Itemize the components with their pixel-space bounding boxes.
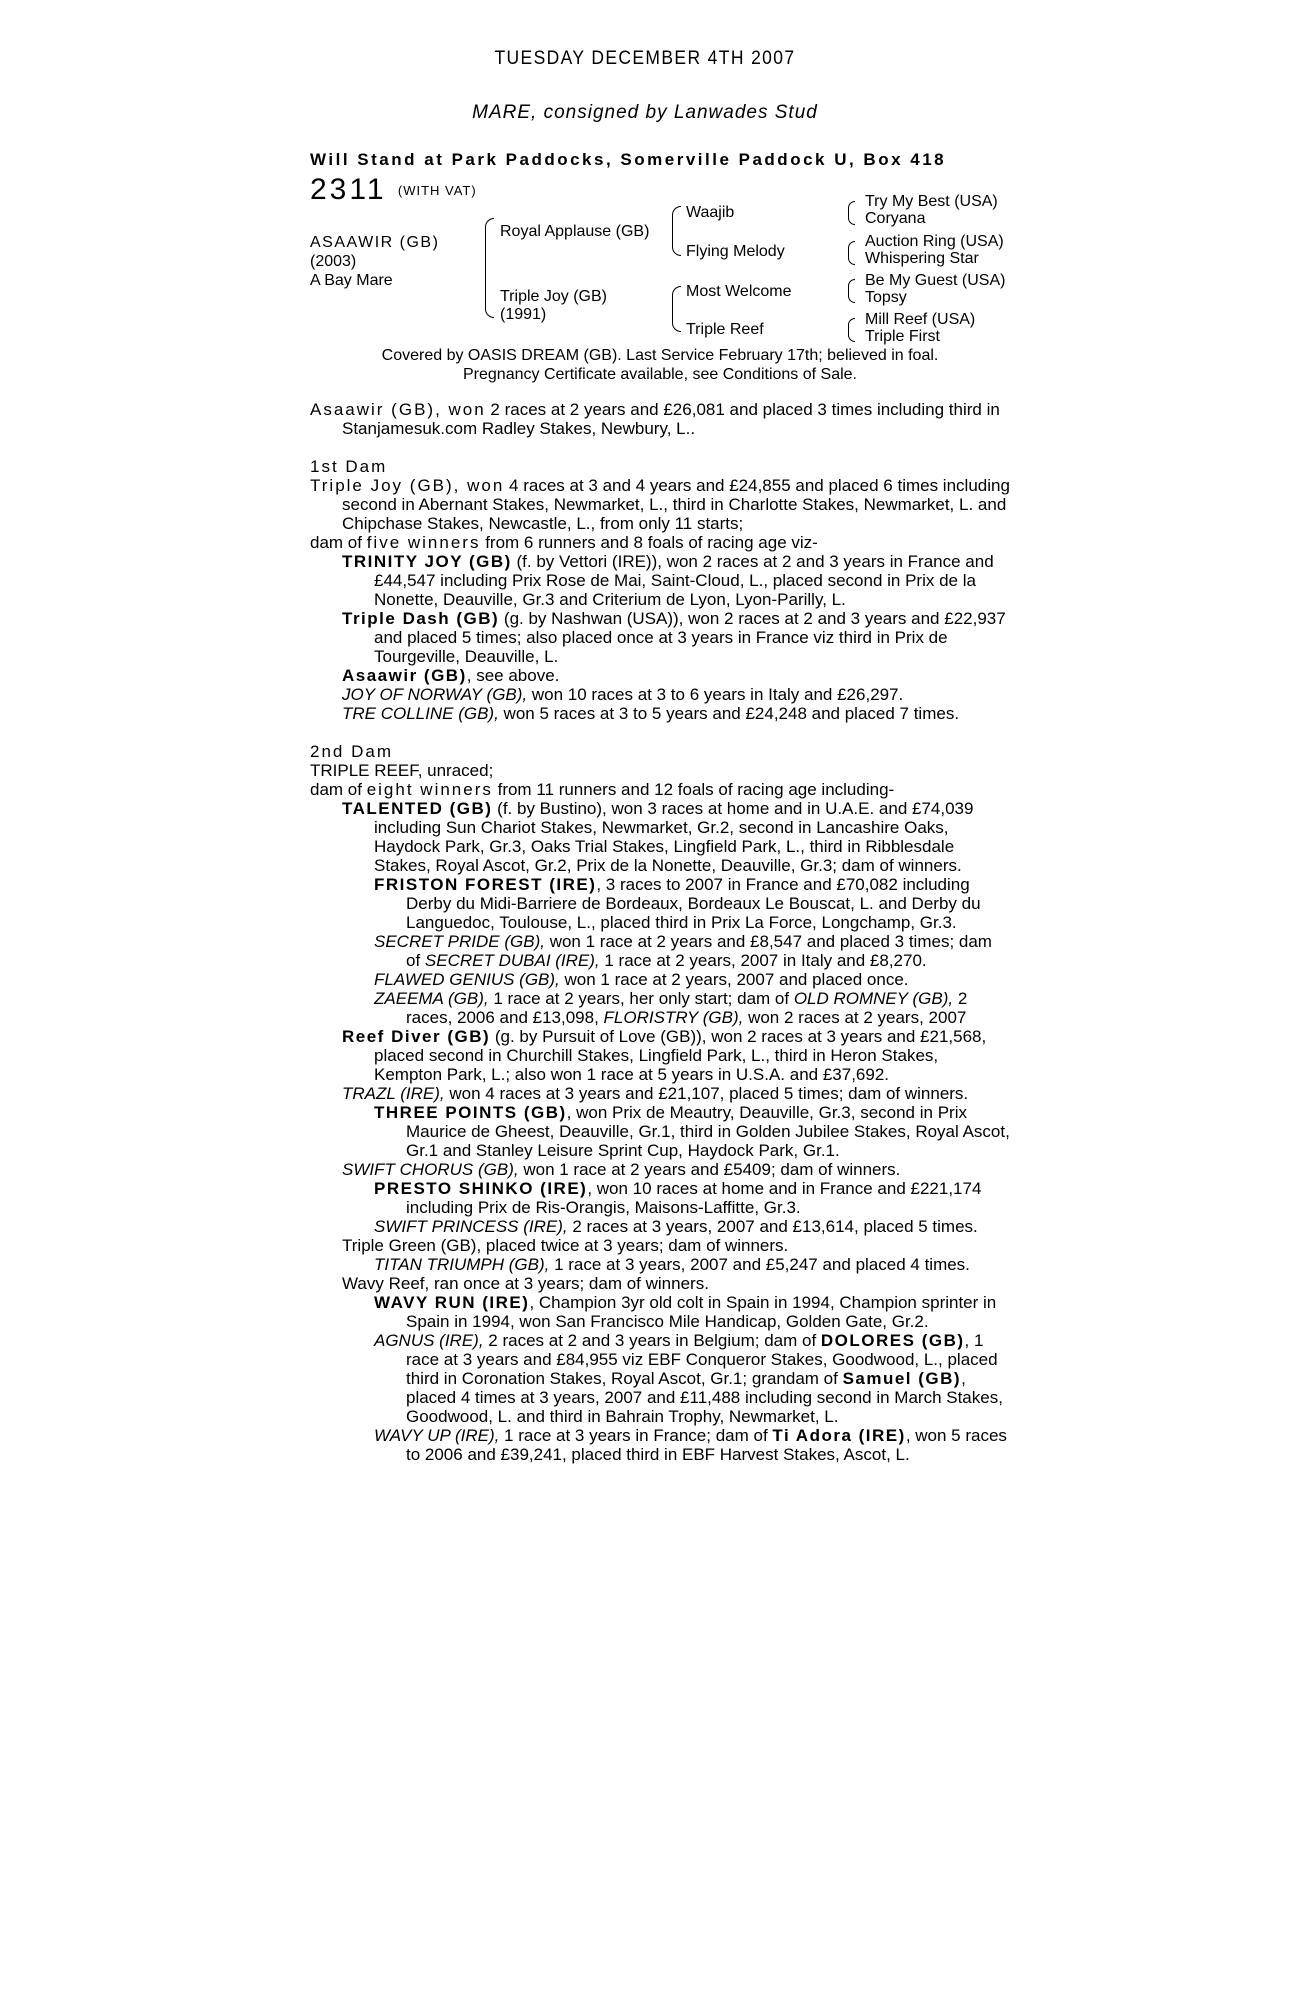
- stand-location: Will Stand at Park Paddocks, Somerville Paddock U, Box 418: [310, 150, 947, 169]
- progeny-text: 2 races at 3 years, 2007 and £13,614, placed 5 times.: [567, 1217, 978, 1236]
- second-dam-produce: [310, 780, 1010, 799]
- horse-description: A Bay Mare: [310, 272, 393, 289]
- friston-entry: [310, 875, 1010, 932]
- flawed-genius-entry: [310, 970, 1010, 989]
- horse-info: [310, 233, 439, 290]
- pedigree-table: [310, 171, 1010, 345]
- first-dam-heading: 1st Dam: [310, 457, 388, 476]
- swift-princess-entry: [310, 1217, 1010, 1236]
- wavy-up-entry: [310, 1426, 1010, 1464]
- agnus-entry: [310, 1331, 1010, 1426]
- progeny-name: WAVY UP (IRE),: [374, 1426, 500, 1445]
- progeny-name: Ti Adora (IRE): [772, 1426, 906, 1445]
- progeny-text: 1 race at 2 years, her only start; dam of: [488, 989, 794, 1008]
- progeny-text: won 5 races at 3 to 5 years and £24,248 and placed 7 times.: [498, 704, 960, 723]
- secret-pride-entry: [310, 932, 1010, 970]
- dam-dam: Triple Reef: [686, 321, 764, 338]
- lot-entry: [310, 150, 1010, 1464]
- progeny-text: won 10 races at 3 to 6 years in Italy and £26,297.: [527, 685, 904, 704]
- progeny-text: 2 races, 2006 and £13,098,: [406, 989, 968, 1027]
- progeny-name: TRAZL (IRE),: [342, 1084, 445, 1103]
- trazl-entry: [310, 1084, 1010, 1103]
- lot-number-value: 2311: [310, 173, 387, 206]
- produce-a: dam of: [310, 533, 367, 552]
- produce-a: dam of: [310, 780, 367, 799]
- progeny-item: [310, 609, 1010, 666]
- progeny-text: , placed 4 times at 3 years, 2007 and £11,488 including second in March Stakes, Goodwood, L. and third in Bahrain Trophy, Newmarket, L.: [406, 1369, 1003, 1426]
- progeny-name: DOLORES (GB): [820, 1331, 965, 1350]
- progeny-text: , 3 races to 2007 in France and £70,082 including Derby du Midi-Barriere de Bordeaux, Bordeaux Le Bouscat, L. and Derby du Languedoc, Toulouse, L., placed third in Prix La Force, Longchamp, Gr.3.: [406, 875, 981, 932]
- progeny-name: TRINITY JOY (GB): [342, 552, 512, 571]
- progeny-item: [310, 552, 1010, 609]
- progeny-text: won 2 races at 2 years, 2007: [743, 1008, 967, 1027]
- progeny-name: TITAN TRIUMPH (GB),: [374, 1255, 550, 1274]
- ddd: Triple First: [865, 328, 940, 345]
- progeny-text: 2 races at 2 and 3 years in Belgium; dam of: [483, 1331, 821, 1350]
- consignment-line: MARE, consigned by Lanwades Stud: [472, 102, 818, 123]
- progeny-text: (f. by Bustino), won 3 races at home and in U.A.E. and £74,039 including Sun Chariot Stakes, Newmarket, Gr.2, second in Lancashire Oaks, Haydock Park, Gr.3, Oaks Trial Stakes, Lingfield Park, L., third in Ribblesdale Stakes, Royal Ascot, Gr.2, Prix de la Nonette, Deauville, Gr.3; dam of winners.: [374, 799, 974, 875]
- sds: Auction Ring (USA): [865, 233, 1004, 250]
- sire: Royal Applause (GB): [500, 223, 650, 240]
- progeny-name: THREE POINTS (GB): [374, 1103, 567, 1122]
- horse-name: ASAAWIR (GB): [310, 234, 440, 251]
- sale-date: TUESDAY DECEMBER 4TH 2007: [494, 48, 796, 69]
- sire-sire: Waajib: [686, 204, 735, 221]
- produce-winners: eight winners: [366, 780, 493, 799]
- progeny-name: PRESTO SHINKO (IRE): [374, 1179, 588, 1198]
- horse-year: (2003): [310, 253, 357, 270]
- progeny-name: Asaawir (GB): [342, 666, 467, 685]
- asaawir-name: Asaawir (GB), won: [310, 400, 486, 419]
- progeny-text: won 4 races at 3 years and £21,107, placed 5 times; dam of winners.: [444, 1084, 969, 1103]
- dam-sire: Most Welcome: [686, 283, 792, 300]
- brace-dd: [848, 318, 855, 342]
- progeny-text: won 1 race at 2 years, 2007 and placed once.: [559, 970, 909, 989]
- covered-note: Covered by OASIS DREAM (GB). Last Service February 17th; believed in foal.: [381, 347, 939, 364]
- titan-triumph-entry: [310, 1255, 1010, 1274]
- progeny-name: FLORISTRY (GB),: [603, 1008, 744, 1027]
- progeny-name: WAVY RUN (IRE): [374, 1293, 530, 1312]
- sss: Try My Best (USA): [865, 193, 998, 210]
- zaeema-entry: [310, 989, 1010, 1027]
- progeny-name: SWIFT CHORUS (GB),: [342, 1160, 519, 1179]
- asaawir-text: 2 races at 2 years and £26,081 and placed 3 times including third in Stanjamesuk.com Radley Stakes, Newbury, L..: [342, 400, 1000, 438]
- progeny-item: [310, 685, 1010, 704]
- progeny-name: OLD ROMNEY (GB),: [793, 989, 954, 1008]
- progeny-text: , 1 race at 3 years and £84,955 viz EBF Conqueror Stakes, Goodwood, L., placed third in Coronation Stakes, Royal Ascot, Gr.1; grandam of: [406, 1331, 998, 1388]
- progeny-name: Reef Diver (GB): [342, 1027, 491, 1046]
- dds: Mill Reef (USA): [865, 311, 976, 328]
- progeny-text: won 1 race at 2 years and £8,547 and placed 3 times; dam of: [406, 932, 992, 970]
- three-points-entry: [310, 1103, 1010, 1160]
- progeny-text: 1 race at 2 years, 2007 in Italy and £8,270.: [599, 951, 927, 970]
- first-dam-record: [310, 476, 1010, 533]
- first-dam-text: 4 races at 3 and 4 years and £24,855 and placed 6 times including second in Abernant Stakes, Newmarket, L., third in Charlotte Stakes, Newmarket, L. and Chipchase Stakes, Newcastle, L., from only 11 starts;: [342, 476, 1010, 533]
- ssd: Coryana: [865, 210, 926, 227]
- lot-number: [310, 175, 477, 206]
- first-dam-produce: [310, 533, 1010, 552]
- pregnancy-note: Pregnancy Certificate available, see Conditions of Sale.: [463, 366, 857, 383]
- dam-year: (1991): [500, 306, 547, 323]
- second-dam-line: TRIPLE REEF, unraced;: [310, 761, 494, 780]
- produce-winners: five winners: [366, 533, 481, 552]
- progeny-name: AGNUS (IRE),: [374, 1331, 484, 1350]
- triple-green-entry: Triple Green (GB), placed twice at 3 years; dam of winners.: [342, 1236, 789, 1255]
- swift-chorus-entry: [310, 1160, 1010, 1179]
- brace-sd: [848, 241, 855, 265]
- progeny-name: TRE COLLINE (GB),: [342, 704, 499, 723]
- progeny-text: 1 race at 3 years, 2007 and £5,247 and placed 4 times.: [549, 1255, 970, 1274]
- reef-diver-entry: [310, 1027, 1010, 1084]
- progeny-text: (g. by Nashwan (USA)), won 2 races at 2 and 3 years and £22,937 and placed 5 times; also placed once at 3 years in France viz third in Prix de Tourgeville, Deauville, L.: [374, 609, 1006, 666]
- brace-sire: [672, 206, 681, 256]
- brace-dam: [672, 286, 681, 332]
- progeny-name: Samuel (GB): [842, 1369, 962, 1388]
- progeny-name: Triple Dash (GB): [342, 609, 500, 628]
- vat-note: (WITH VAT): [397, 183, 477, 198]
- progeny-text: , won 10 races at home and in France and £221,174 including Prix de Ris-Orangis, Maisons-Laffitte, Gr.3.: [406, 1179, 982, 1217]
- second-dam-heading: 2nd Dam: [310, 742, 393, 761]
- asaawir-summary: [310, 400, 1010, 438]
- progeny-text: 1 race at 3 years in France; dam of: [499, 1426, 773, 1445]
- wavy-reef-entry: Wavy Reef, ran once at 3 years; dam of winners.: [342, 1274, 709, 1293]
- dsd: Topsy: [865, 289, 907, 306]
- dam: Triple Joy (GB): [500, 288, 607, 305]
- brace-gen1: [485, 218, 494, 318]
- sdd: Whispering Star: [865, 250, 979, 267]
- progeny-name: SWIFT PRINCESS (IRE),: [374, 1217, 568, 1236]
- progeny-text: (g. by Pursuit of Love (GB)), won 2 races at 3 years and £21,568, placed second in Churchill Stakes, Lingfield Park, L., third in Heron Stakes, Kempton Park, L.; also won 1 race at 5 years in U.S.A. and £37,692.: [374, 1027, 987, 1084]
- talented-entry: [310, 799, 1010, 875]
- progeny-name: ZAEEMA (GB),: [374, 989, 489, 1008]
- progeny-name: TALENTED (GB): [342, 799, 493, 818]
- sire-dam: Flying Melody: [686, 243, 785, 260]
- progeny-name: SECRET DUBAI (IRE),: [424, 951, 600, 970]
- dss: Be My Guest (USA): [865, 272, 1006, 289]
- wavy-run-entry: [310, 1293, 1010, 1331]
- progeny-text: , see above.: [466, 666, 560, 685]
- brace-ss: [848, 201, 855, 225]
- progeny-text: , won Prix de Meautry, Deauville, Gr.3, second in Prix Maurice de Gheest, Deauville, Gr.1, third in Golden Jubilee Stakes, Royal Ascot, Gr.1 and Stanley Leisure Sprint Cup, Haydock Park, Gr.1.: [406, 1103, 1010, 1160]
- progeny-name: JOY OF NORWAY (GB),: [342, 685, 528, 704]
- progeny-text: , Champion 3yr old colt in Spain in 1994, Champion sprinter in Spain in 1994, won San Francisco Mile Handicap, Golden Gate, Gr.2.: [406, 1293, 997, 1331]
- produce-c: from 11 runners and 12 foals of racing age including-: [492, 780, 895, 799]
- progeny-text: (f. by Vettori (IRE)), won 2 races at 2 and 3 years in France and £44,547 including Prix Rose de Mai, Saint-Cloud, L., placed second in Prix de la Nonette, Deauville, Gr.3 and Criterium de Lyon, Lyon-Parilly, L.: [374, 552, 994, 609]
- progeny-name: FRISTON FOREST (IRE): [374, 875, 597, 894]
- progeny-text: , won 5 races to 2006 and £39,241, placed third in EBF Harvest Stakes, Ascot, L.: [406, 1426, 1007, 1464]
- progeny-item: [310, 666, 1010, 685]
- progeny-name: SECRET PRIDE (GB),: [374, 932, 545, 951]
- presto-shinko-entry: [310, 1179, 1010, 1217]
- progeny-name: FLAWED GENIUS (GB),: [374, 970, 560, 989]
- first-dam-name: Triple Joy (GB), won: [310, 476, 505, 495]
- brace-ds: [848, 279, 855, 303]
- progeny-text: won 1 race at 2 years and £5409; dam of winners.: [518, 1160, 901, 1179]
- progeny-item: [310, 704, 1010, 723]
- produce-c: from 6 runners and 8 foals of racing age viz-: [480, 533, 818, 552]
